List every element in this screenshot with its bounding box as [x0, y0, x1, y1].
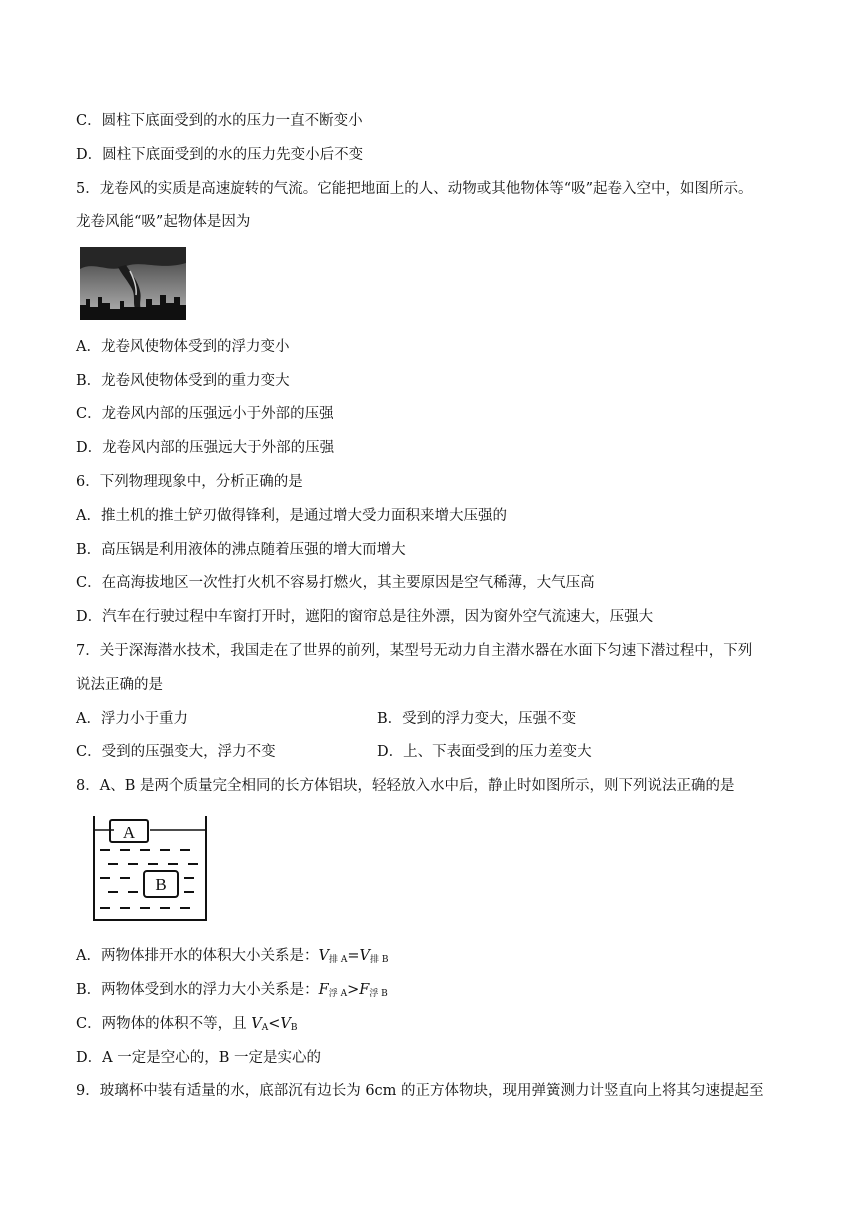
q5-stem-line2: 龙卷风能“吸”起物体是因为: [76, 214, 251, 230]
q5-option-b: B．龙卷风使物体受到的重力变大: [76, 373, 290, 389]
q8-figure-container: [88, 812, 212, 924]
q8-option-c: C．两物体的体积不等，且 $V_A<V_B$: [76, 1016, 298, 1033]
q8-option-a: A．两物体排开水的体积大小关系是：$V_{排 A}=V_{排 B}$: [76, 948, 389, 965]
q7-option-c: C．受到的压强变大，浮力不变: [76, 744, 276, 760]
q6-stem: 6．下列物理现象中，分析正确的是: [76, 474, 303, 490]
q5-stem-line1: 5．龙卷风的实质是高速旋转的气流。它能把地面上的人、动物或其他物体等“吸”起卷入空中，如图所示。: [76, 181, 753, 197]
q6-option-d: D．汽车在行驶过程中车窗打开时，遮阳的窗帘总是往外漂，因为窗外空气流速大，压强大: [76, 609, 654, 625]
q7-option-b: B．受到的浮力变大，压强不变: [377, 711, 577, 727]
q6-option-a: A．推土机的推土铲刃做得锋利，是通过增大受力面积来增大压强的: [76, 508, 507, 524]
q6-option-c: C．在高海拔地区一次性打火机不容易打燃火，其主要原因是空气稀薄，大气压高: [76, 575, 595, 591]
q9-stem: 9．玻璃杯中装有适量的水，底部沉有边长为 6cm 的正方体物块，现用弹簧测力计竖直向上将其匀速提起至: [76, 1083, 764, 1099]
q8-label-b: B: [155, 875, 167, 894]
q7-option-a: A．浮力小于重力: [76, 711, 188, 727]
q4-option-d: D．圆柱下底面受到的水的压力先变小后不变: [76, 147, 364, 163]
q8-label-a: A: [122, 823, 136, 842]
q8-stem: 8．A、B 是两个质量完全相同的长方体铝块，轻轻放入水中后，静止时如图所示，则下列说法正确的是: [76, 778, 735, 794]
q7-stem-line1: 7．关于深海潜水技术，我国走在了世界的前列，某型号无动力自主潜水器在水面下匀速下潜过程中，下列: [76, 643, 753, 659]
q6-option-b: B．高压锅是利用液体的沸点随着压强的增大而增大: [76, 542, 406, 558]
q8-option-d: D．A 一定是空心的，B 一定是实心的: [76, 1050, 321, 1066]
q4-option-c: C．圆柱下底面受到的水的压力一直不断变小: [76, 113, 363, 129]
q7-stem-line2: 说法正确的是: [76, 677, 163, 693]
tornado-photo: [80, 247, 186, 320]
q5-option-c: C．龙卷风内部的压强远小于外部的压强: [76, 406, 334, 422]
q5-option-a: A．龙卷风使物体受到的浮力变小: [76, 339, 290, 355]
q8-option-b: B．两物体受到水的浮力大小关系是：$F_{浮 A}>F_{浮 B}$: [76, 982, 388, 999]
q7-option-d: D．上、下表面受到的压力差变大: [377, 744, 592, 760]
q5-option-d: D．龙卷风内部的压强远大于外部的压强: [76, 440, 335, 456]
